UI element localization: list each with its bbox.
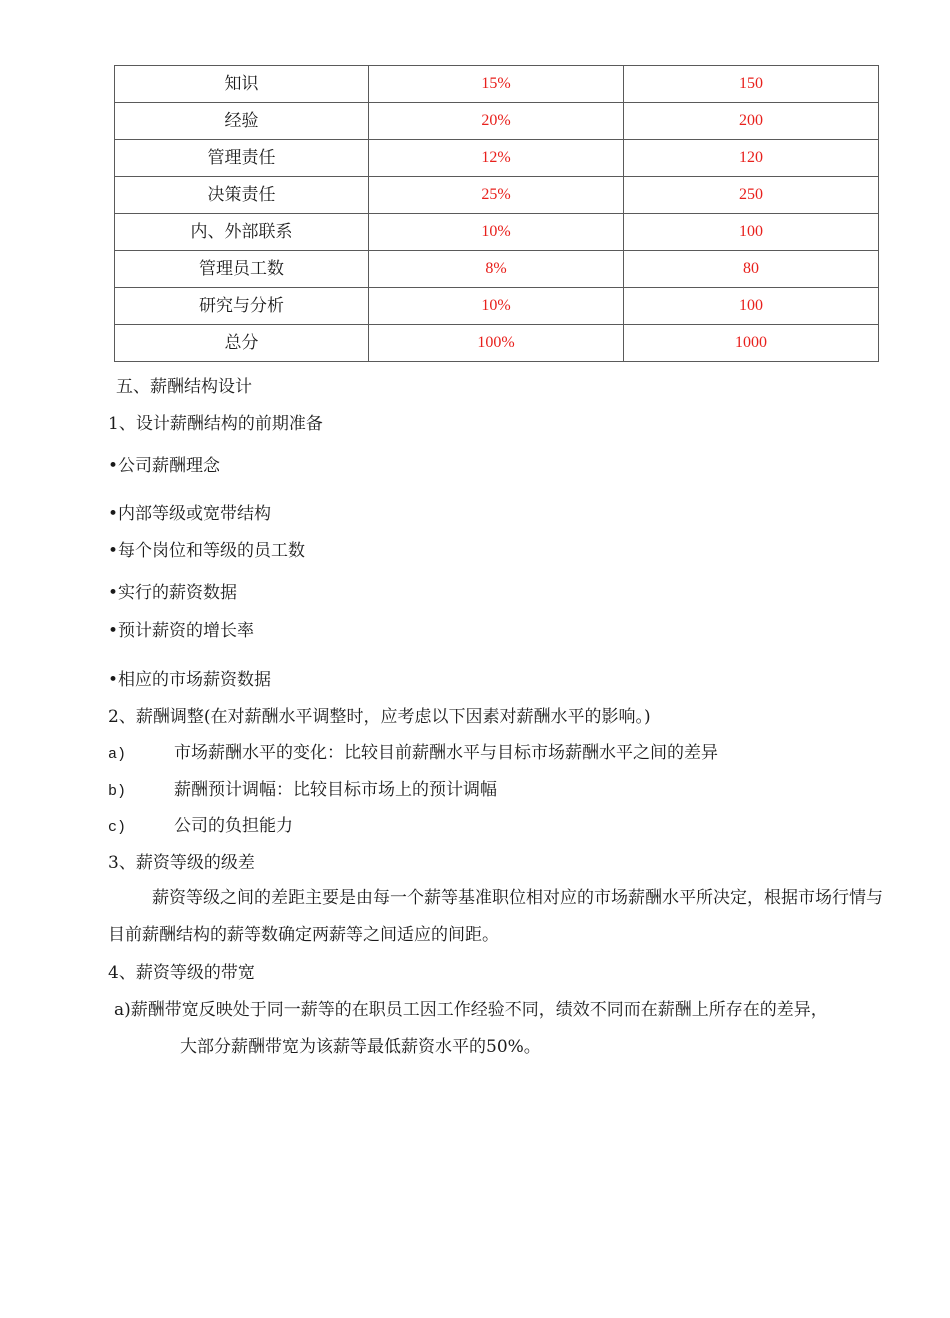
sub-item-marker: c) <box>108 819 127 836</box>
factor-cell: 管理责任 <box>115 140 369 177</box>
sub-item-marker: b) <box>108 783 127 800</box>
table-row <box>115 214 879 251</box>
points-cell: 120 <box>624 140 879 177</box>
item4-heading: 4、薪资等级的带宽 <box>108 963 255 983</box>
sub-item-marker: a) <box>108 746 127 763</box>
points-cell: 1000 <box>624 325 879 362</box>
points-cell: 250 <box>624 177 879 214</box>
sub-item-text: 市场薪酬水平的变化：比较目前薪酬水平与目标市场薪酬水平之间的差异 <box>174 743 718 763</box>
section-heading: 五、薪酬结构设计 <box>116 377 252 397</box>
factor-cell: 研究与分析 <box>115 288 369 325</box>
table-row <box>115 66 879 103</box>
weight-cell: 12% <box>369 140 624 177</box>
sub-item-text: 薪酬预计调幅：比较目标市场上的预计调幅 <box>174 780 497 800</box>
item3-heading: 3、薪资等级的级差 <box>108 853 255 873</box>
table-row <box>115 288 879 325</box>
factor-cell: 知识 <box>115 66 369 103</box>
sub-item-text: 公司的负担能力 <box>174 816 293 836</box>
item1-heading: 1、设计薪酬结构的前期准备 <box>108 414 323 434</box>
weight-cell: 10% <box>369 214 624 251</box>
points-cell: 200 <box>624 103 879 140</box>
bullet-item: •相应的市场薪资数据 <box>108 670 272 690</box>
bullet-item: •预计薪资的增长率 <box>108 621 255 641</box>
table-row-total <box>115 325 879 362</box>
points-cell: 100 <box>624 288 879 325</box>
weight-cell: 20% <box>369 103 624 140</box>
bullet-item: •实行的薪资数据 <box>108 583 238 603</box>
factor-weight-table <box>114 65 879 362</box>
sub-item <box>108 743 718 765</box>
weight-cell: 8% <box>369 251 624 288</box>
bullet-item: •每个岗位和等级的员工数 <box>108 541 306 561</box>
table-row <box>115 177 879 214</box>
bullet-item: •公司薪酬理念 <box>108 456 221 476</box>
sub-item <box>108 780 497 802</box>
table-row <box>115 140 879 177</box>
weight-cell: 10% <box>369 288 624 325</box>
factor-cell: 决策责任 <box>115 177 369 214</box>
weight-cell: 25% <box>369 177 624 214</box>
table-row <box>115 103 879 140</box>
points-cell: 150 <box>624 66 879 103</box>
points-cell: 80 <box>624 251 879 288</box>
table-row <box>115 251 879 288</box>
factor-cell: 经验 <box>115 103 369 140</box>
factor-cell: 管理员工数 <box>115 251 369 288</box>
item4-line: a)薪酬带宽反映处于同一薪等的在职员工因工作经验不同，绩效不同而在薪酬上所存在的差异， <box>114 1000 828 1020</box>
sub-item <box>108 816 293 838</box>
bullet-item: •内部等级或宽带结构 <box>108 504 272 524</box>
item4-line: 大部分薪酬带宽为该薪等最低薪资水平的50%。 <box>180 1037 541 1057</box>
factor-cell: 总分 <box>115 325 369 362</box>
points-cell: 100 <box>624 214 879 251</box>
item3-paragraph: 薪资等级之间的差距主要是由每一个薪等基准职位相对应的市场薪酬水平所决定，根据市场行情与目前薪酬结构的薪等数确定两薪等之间适应的间距。 <box>108 888 883 945</box>
weight-cell: 100% <box>369 325 624 362</box>
item2-heading: 2、薪酬调整(在对薪酬水平调整时，应考虑以下因素对薪酬水平的影响。) <box>108 707 651 727</box>
weight-cell: 15% <box>369 66 624 103</box>
factor-cell: 内、外部联系 <box>115 214 369 251</box>
